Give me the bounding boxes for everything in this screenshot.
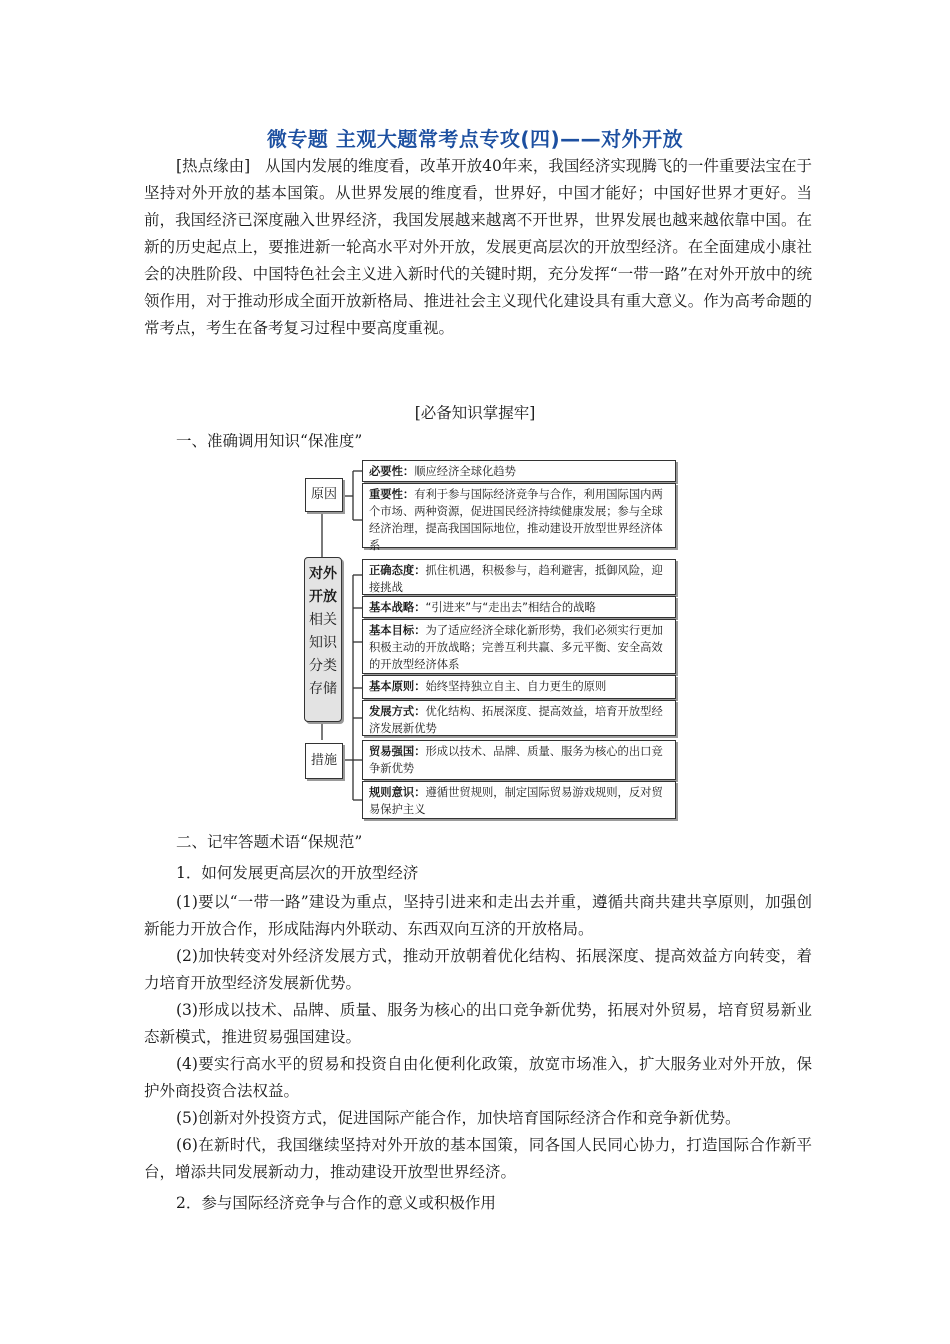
item-necessity [362, 460, 676, 482]
item-attitude [362, 559, 676, 595]
item-trade-power [362, 740, 676, 780]
center-char-3: 相关 [309, 612, 337, 628]
q1-point: (1)要以“一带一路”建设为重点，坚持引进来和走出去并重，遵循共商共建共享原则，加强创新能力开放合作，形成陆海内外联动、东西双向互济的开放格局。 [144, 893, 812, 938]
q2-heading: 2．参与国际经济竞争与合作的意义或积极作用 [176, 1194, 496, 1212]
center-char-4: 知识 [309, 635, 337, 651]
knowledge-diagram [303, 458, 683, 824]
item-text: 形成以技术、品牌、质量、服务为核心的出口竞争新优势 [369, 745, 663, 775]
item-text: 顺应经济全球化趋势 [414, 465, 516, 478]
item-label: 贸易强国： [369, 745, 426, 758]
q1-point: (6)在新时代，我国继续坚持对外开放的基本国策，同各国人民同心协力，打造国际合作新平台，增添共同发展新动力，推动建设开放型世界经济。 [144, 1136, 812, 1181]
q1-heading: 1．如何发展更高层次的开放型经济 [176, 864, 419, 882]
item-text: 遵循世贸规则，制定国际贸易游戏规则，反对贸易保护主义 [369, 786, 663, 816]
item-label: 规则意识： [369, 786, 426, 799]
item-label: 发展方式： [369, 705, 426, 718]
category-measures: 措施 [305, 743, 343, 779]
page-title: 微专题 主观大题常考点专攻(四)——对外开放 [266, 127, 684, 151]
item-principle [362, 675, 676, 699]
center-char-2: 开放 [309, 589, 337, 605]
item-text: 抓住机遇，积极参与，趋利避害，抵御风险，迎接挑战 [369, 564, 663, 594]
intro-text: 从国内发展的维度看，改革开放40年来，我国经济实现腾飞的一件重要法宝在于坚持对外开放的基本国策。从世界发展的维度看，世界好，中国才能好；中国好世界才更好。当前，我国经济已深度融入世界经济，我国发展越来越离不开世界，世界发展也越来越依靠中国。在新的历史起点上，要推进新一轮高水平对外开放，发展更高层次的开放型经济。在全面建成小康社会的决胜阶段、中国特色社会主义进入新时代的关键时期，充分发挥“一带一路”在对外开放中的统领作用，对于推动形成全面开放新格局、推进社会主义现代化建设具有重大意义。作为高考命题的常考点，考生在备考复习过程中要高度重视。 [144, 157, 812, 337]
item-label: 基本战略： [369, 601, 426, 614]
item-text: 优化结构、拓展深度、提高效益，培育开放型经济发展新优势 [369, 705, 663, 735]
item-goal [362, 619, 676, 674]
item-label: 重要性： [369, 488, 415, 501]
center-char-6: 存储 [309, 681, 337, 697]
item-importance [362, 483, 676, 552]
center-char-1: 对外 [309, 566, 337, 582]
item-text: 为了适应经济全球化新形势，我们必须实行更加积极主动的开放战略；完善互利共赢、多元平衡、安全高效的开放型经济体系 [369, 624, 663, 671]
item-text: “引进来”与“走出去”相结合的战略 [425, 601, 596, 614]
item-development [362, 700, 676, 736]
item-text: 有利于参与国际经济竞争与合作，利用国际国内两个市场、两种资源，促进国民经济持续健康发展；参与全球经济治理，提高我国国际地位，推动建设开放型世界经济体系 [369, 488, 663, 552]
section2-heading: 二、记牢答题术语“保规范” [176, 833, 363, 851]
q1-point: (3)形成以技术、品牌、质量、服务为核心的出口竞争新优势，拓展对外贸易，培育贸易新业态新模式，推进贸易强国建设。 [144, 1001, 812, 1046]
center-topic-box [304, 557, 342, 722]
item-label: 正确态度： [369, 564, 426, 577]
item-rules [362, 781, 676, 819]
intro-tag: [热点缘由] [176, 157, 251, 175]
section1-heading: 一、准确调用知识“保准度” [176, 432, 363, 450]
item-label: 基本目标： [369, 624, 426, 637]
center-char-5: 分类 [309, 658, 337, 674]
category-reason: 原因 [305, 478, 343, 512]
item-label: 基本原则： [369, 680, 426, 693]
q1-point: (2)加快转变对外经济发展方式，推动开放朝着优化结构、拓展深度、提高效益方向转变，着力培育开放型经济发展新优势。 [144, 947, 812, 992]
item-strategy [362, 596, 676, 618]
item-label: 必要性： [369, 465, 415, 478]
q1-point: (4)要实行高水平的贸易和投资自由化便利化政策，放宽市场准入，扩大服务业对外开放，保护外商投资合法权益。 [144, 1055, 812, 1100]
item-text: 始终坚持独立自主、自力更生的原则 [425, 680, 607, 693]
section-banner: [必备知识掌握牢] [414, 404, 536, 422]
q1-point: (5)创新对外投资方式，促进国际产能合作，加快培育国际经济合作和竞争新优势。 [176, 1109, 741, 1127]
intro-paragraph [144, 153, 812, 342]
